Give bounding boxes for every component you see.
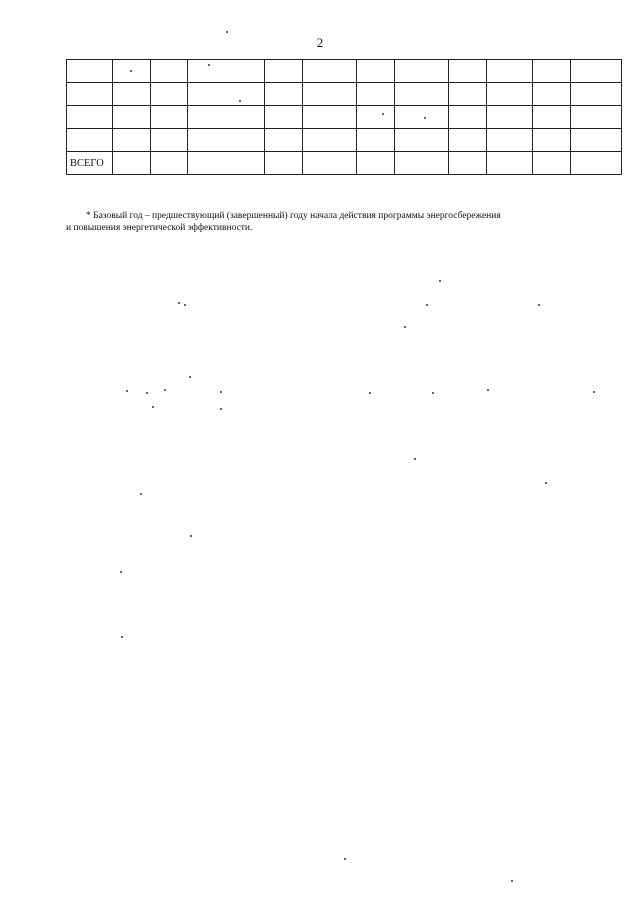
scan-speck [404, 326, 406, 328]
scan-speck [239, 100, 241, 102]
table-cell [188, 129, 265, 152]
scan-speck [382, 113, 384, 115]
table-row [67, 152, 622, 175]
scan-speck [146, 392, 148, 394]
table-cell [357, 106, 395, 129]
row-label-cell: ВСЕГО [67, 152, 113, 175]
table-cell [571, 83, 622, 106]
table-cell [487, 60, 533, 83]
table-cell [533, 152, 571, 175]
table-cell [487, 152, 533, 175]
scan-speck [121, 636, 123, 638]
scan-speck [424, 117, 426, 119]
scan-speck [152, 406, 154, 408]
table-cell [533, 83, 571, 106]
scan-speck [487, 389, 489, 391]
table-cell [533, 60, 571, 83]
table-cell [151, 83, 188, 106]
table-cell [357, 129, 395, 152]
table-cell [151, 129, 188, 152]
row-label-cell [67, 83, 113, 106]
table-cell [151, 152, 188, 175]
table-cell [113, 129, 151, 152]
scan-speck [545, 482, 547, 484]
table-cell [265, 60, 303, 83]
table-cell [188, 106, 265, 129]
scan-speck [190, 535, 192, 537]
table-cell [395, 60, 449, 83]
scan-speck [226, 31, 228, 33]
scan-speck [164, 389, 166, 391]
table-cell [449, 83, 487, 106]
row-label-cell [67, 60, 113, 83]
table-cell [449, 106, 487, 129]
table-cell [571, 129, 622, 152]
scan-speck [432, 392, 434, 394]
table-cell [533, 129, 571, 152]
footnote-line-1: * Базовый год – предшествующий (завершенный) году начала действия программы энергосбережения [86, 211, 501, 221]
footnote [66, 210, 617, 234]
table-cell [188, 60, 265, 83]
scan-speck [369, 392, 371, 394]
scan-speck [184, 304, 186, 306]
scan-speck [593, 391, 595, 393]
table-row [67, 129, 622, 152]
scan-speck [414, 458, 416, 460]
table-cell [395, 83, 449, 106]
table-cell [487, 106, 533, 129]
table-cell [357, 152, 395, 175]
scan-speck [439, 280, 441, 282]
table-row [67, 83, 622, 106]
scan-speck [208, 64, 210, 66]
table-cell [151, 106, 188, 129]
table-cell [395, 152, 449, 175]
table-cell [303, 106, 357, 129]
scan-speck [538, 304, 540, 306]
table-cell [533, 106, 571, 129]
scan-speck [220, 391, 222, 393]
scan-speck [140, 493, 142, 495]
scan-speck [178, 302, 180, 304]
scan-speck [120, 571, 122, 573]
table-cell [113, 60, 151, 83]
table-cell [571, 60, 622, 83]
scan-speck [189, 376, 191, 378]
table-cell [571, 152, 622, 175]
table-cell [113, 83, 151, 106]
scan-speck [511, 880, 513, 882]
scan-speck [344, 858, 346, 860]
table-cell [303, 152, 357, 175]
table-row [67, 60, 622, 83]
table-cell [395, 106, 449, 129]
table-cell [487, 129, 533, 152]
scan-speck [130, 70, 132, 72]
table-cell [303, 129, 357, 152]
table-cell [265, 129, 303, 152]
table-cell [113, 152, 151, 175]
row-label-cell [67, 129, 113, 152]
table-cell [188, 152, 265, 175]
page-number: 2 [316, 35, 324, 50]
table-cell [265, 152, 303, 175]
table-cell [265, 106, 303, 129]
scan-speck [426, 304, 428, 306]
row-label-cell [67, 106, 113, 129]
table-cell [449, 129, 487, 152]
footnote-line-2: и повышения энергетической эффективности. [66, 223, 253, 233]
table-cell [113, 106, 151, 129]
table-cell [265, 83, 303, 106]
table-cell [571, 106, 622, 129]
scan-speck [220, 408, 222, 410]
table-cell [357, 60, 395, 83]
scan-speck [126, 390, 128, 392]
table-row [67, 106, 622, 129]
table-cell [395, 129, 449, 152]
table-cell [357, 83, 395, 106]
table-cell [303, 83, 357, 106]
table-cell [303, 60, 357, 83]
table-cell [449, 60, 487, 83]
table-cell [487, 83, 533, 106]
data-table [66, 59, 622, 175]
table-cell [188, 83, 265, 106]
table-cell [151, 60, 188, 83]
table-cell [449, 152, 487, 175]
